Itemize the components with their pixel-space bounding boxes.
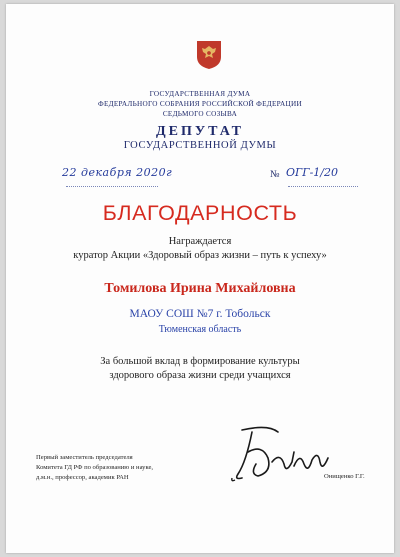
recipient-name: Томилова Ирина Михайловна xyxy=(104,281,296,296)
curator-text: куратор Акции «Здоровый образ жизни – путь к успеху» xyxy=(73,250,327,261)
region-name: Тюменская область xyxy=(158,324,242,335)
deputy-title: ДЕПУТАТ xyxy=(156,124,244,139)
signatory-line-1: Первый заместитель председателя xyxy=(36,454,133,461)
reason-line-1: За большой вклад в формирование культуры xyxy=(100,356,300,367)
signatory-line-3: д.м.н., профессор, академик РАН xyxy=(36,474,129,481)
date-handwritten: 22 декабря 2020г xyxy=(62,166,173,179)
signatory-line-2: Комитета ГД РФ по образованию и науке, xyxy=(36,464,154,471)
certificate-page xyxy=(6,4,394,553)
signatory-name: Онищенко Г.Г. xyxy=(324,473,365,480)
school-name: МАОУ СОШ №7 г. Тобольск xyxy=(129,308,271,320)
awarded-text: Награждается xyxy=(168,236,232,247)
deputy-subtitle: ГОСУДАРСТВЕННОЙ ДУМЫ xyxy=(123,140,277,151)
number-label: № xyxy=(270,169,280,180)
coat-of-arms-icon xyxy=(196,40,222,70)
org-line-3: СЕДЬМОГО СОЗЫВА xyxy=(162,110,238,118)
document-heading: БЛАГОДАРНОСТЬ xyxy=(102,201,298,225)
number-handwritten: ОГГ-1/20 xyxy=(286,166,339,179)
handwritten-signature xyxy=(228,422,338,492)
org-line-1: ГОСУДАРСТВЕННАЯ ДУМА xyxy=(149,90,251,98)
org-line-2: ФЕДЕРАЛЬНОГО СОБРАНИЯ РОССИЙСКОЙ ФЕДЕРАЦИИ xyxy=(97,100,303,108)
reason-line-2: здорового образа жизни среди учащихся xyxy=(109,370,291,381)
